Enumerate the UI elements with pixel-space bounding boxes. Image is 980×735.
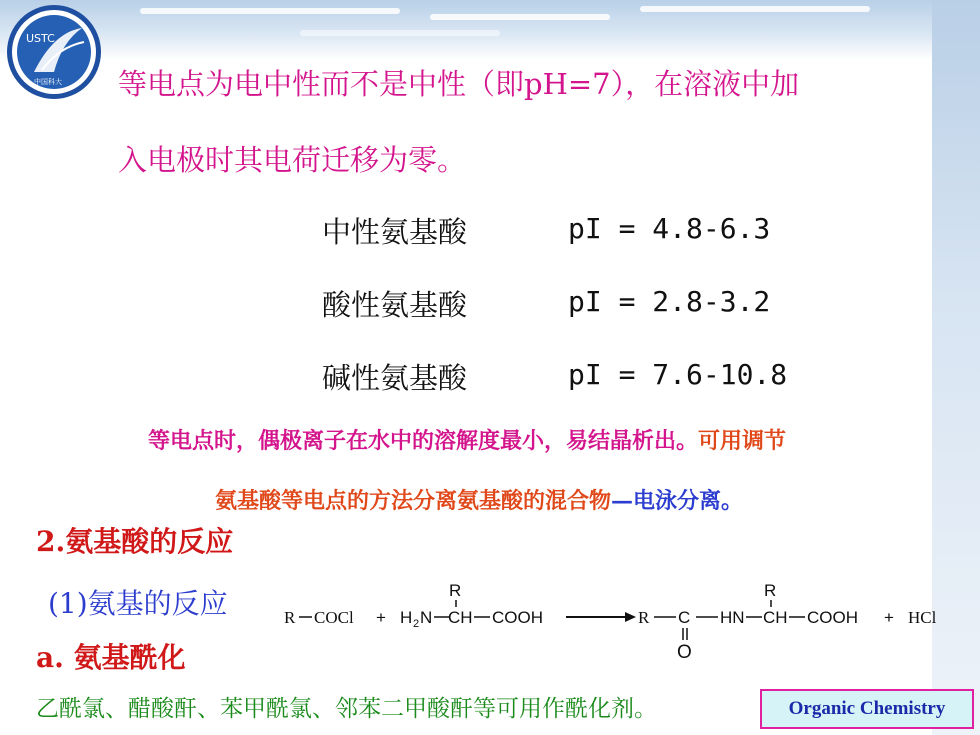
pi-name-basic: 碱性氨基酸 <box>322 361 468 395</box>
reactant-r: R <box>284 608 296 627</box>
logo-motto: 中国科大 <box>34 78 62 86</box>
section-subheading: (1)氨基的反应 <box>48 587 228 620</box>
note-part-1: 等电点时，偶极离子在水中的溶解度最小，易结晶析出。 <box>148 428 699 454</box>
university-logo <box>4 2 104 102</box>
plus-2: + <box>884 608 894 627</box>
amine-ch: CH <box>448 608 473 627</box>
amine-cooh: COOH <box>492 608 543 627</box>
intro-line-2: 入电极时其电荷迁移为零。 <box>118 143 467 177</box>
intro-line-1: 等电点为电中性而不是中性（即pH=7），在溶液中加 <box>118 67 800 101</box>
section-item: a. 氨基酰化 <box>36 641 186 674</box>
footer-label: Organic Chemistry <box>788 698 946 719</box>
logo-text: USTC <box>26 32 55 45</box>
acylation-reaction <box>280 578 950 664</box>
amine-r-top: R <box>449 581 462 600</box>
note-line-1 <box>148 424 786 455</box>
pi-value-acidic: pI = 2.8-3.2 <box>568 285 771 318</box>
note-part-2: 可用调节 <box>698 428 787 454</box>
amine-sub: 2 <box>413 618 420 630</box>
pi-value-basic: pI = 7.6-10.8 <box>568 358 788 391</box>
pi-name-acidic: 酸性氨基酸 <box>322 288 468 322</box>
pi-value-neutral: pI = 4.8-6.3 <box>568 212 771 245</box>
product-cooh: COOH <box>807 608 858 627</box>
amine-n: N <box>420 608 433 627</box>
logo-year: 1958 <box>48 89 61 95</box>
product-hcl: HCl <box>908 608 937 627</box>
sky-streak <box>640 6 870 12</box>
reagents-line: 乙酰氯、醋酸酐、苯甲酰氯、邻苯二甲酸酐等可用作酰化剂。 <box>36 696 657 722</box>
note-line-2-b: —电泳分离。 <box>611 488 744 514</box>
amine-h: H <box>400 608 413 627</box>
product-r: R <box>638 608 650 627</box>
sky-streak <box>140 8 400 14</box>
product-ch: CH <box>763 608 788 627</box>
sky-streak <box>300 30 500 36</box>
note-line-2 <box>215 484 743 515</box>
note-line-2-a: 氨基酸等电点的方法分离氨基酸的混合物 <box>215 488 612 514</box>
header-background <box>0 0 980 60</box>
product-hn: HN <box>720 608 745 627</box>
pi-name-neutral: 中性氨基酸 <box>322 215 468 249</box>
section-heading: 2.氨基酸的反应 <box>36 525 234 558</box>
product-r-top: R <box>764 581 777 600</box>
product-c: C <box>678 608 691 627</box>
plus-1: + <box>376 608 386 627</box>
footer-label-box <box>760 689 974 729</box>
reactant-acyl: COCl <box>314 608 354 627</box>
product-o: O <box>677 642 692 663</box>
sky-streak <box>430 14 610 20</box>
